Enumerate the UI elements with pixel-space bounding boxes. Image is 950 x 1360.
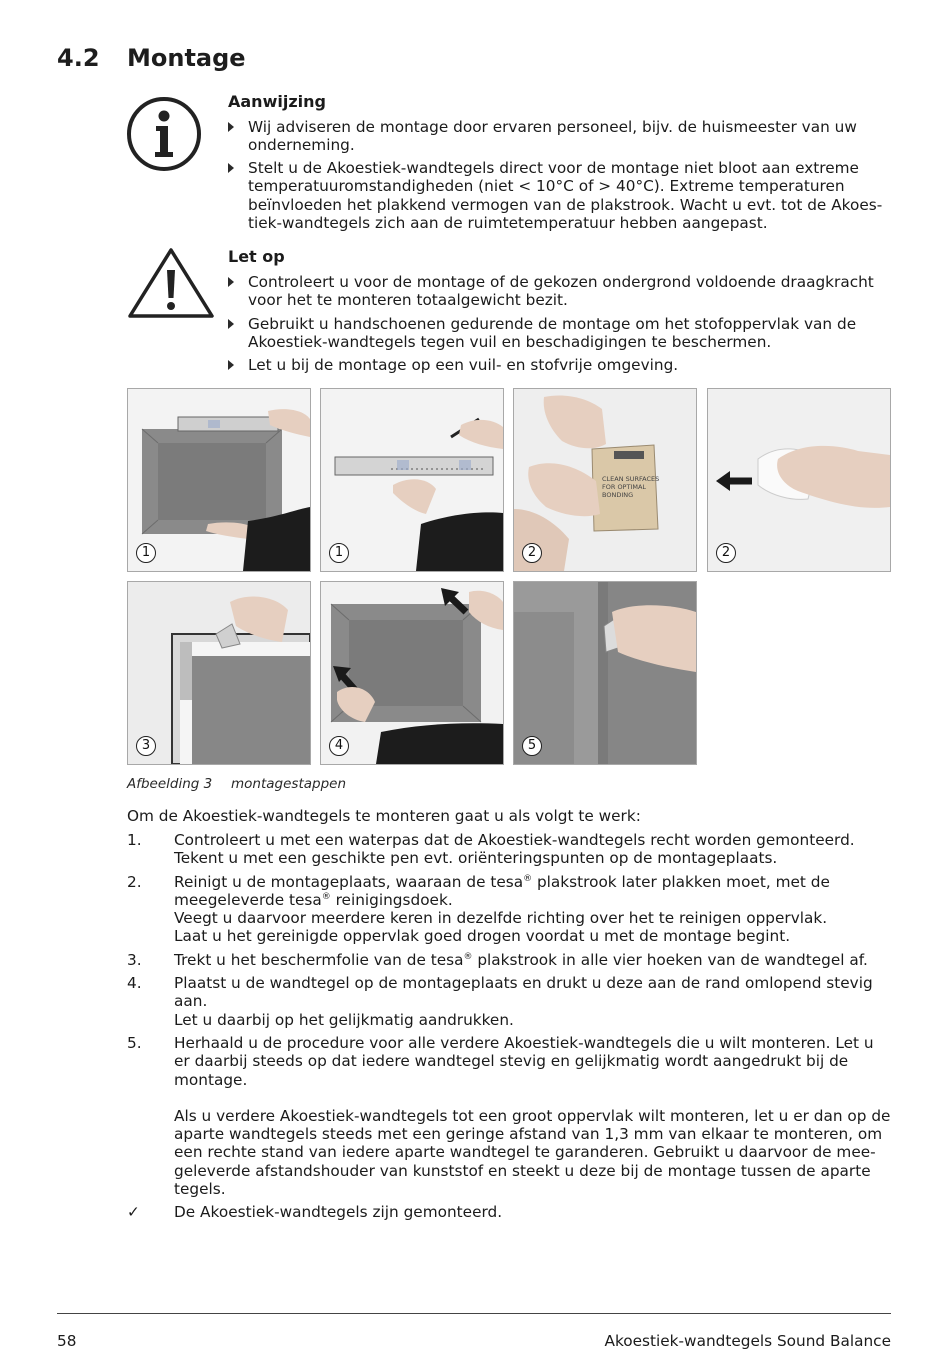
footer-rule — [57, 1313, 891, 1314]
list-item: 2. Reinigt u de montageplaats, waaraan de tesa® plakstrook later plakken moet, met de meegeleverde tesa® reinigingsdoek. Veegt u daarvoor meerdere keren in dezelfde richting over het te reinigen oppervlak. Laat u het gereinigde oppervlak goed drogen voordat u met de montage begint. — [127, 872, 830, 946]
photo-step-2-cleaning-wipe — [513, 388, 697, 572]
photo-step-2-wiping — [707, 388, 891, 572]
section-heading — [57, 44, 246, 72]
notice-item: Let u bij de montage op een vuil- en stofvrije omgeving. — [228, 356, 888, 374]
package-text-3: BONDING — [602, 491, 634, 499]
list-item: 1. Controleert u met een waterpas dat de Akoestiek-wandtegels recht worden gemonteerd. Tekent u met een geschikte pen evt. oriënteringspunten op de montageplaats. — [127, 831, 855, 868]
warning-icon — [126, 246, 216, 320]
step-badge: 2 — [716, 543, 736, 563]
notice-item: Gebruikt u handschoenen gedurende de montage om het stofoppervlak van de Akoestiek-wandtegels tegen vuil en beschadigingen te beschermen. — [228, 315, 888, 352]
step-badge: 5 — [522, 736, 542, 756]
notice-item: Controleert u voor de montage of de gekozen ondergrond voldoende draagkracht voor het te monteren totaalgewicht bezit. — [228, 273, 888, 310]
step-badge: 2 — [522, 543, 542, 563]
caption-text: montagestappen — [231, 776, 347, 792]
list-item: ✓ De Akoestiek-wandtegels zijn gemonteerd. — [127, 1203, 503, 1222]
photo-step-3-peel-foil — [127, 581, 311, 765]
notice-title-let-op: Let op — [228, 247, 285, 266]
step-badge: 1 — [329, 543, 349, 563]
package-text-2: FOR OPTIMAL — [602, 483, 647, 491]
step-badge: 1 — [136, 543, 156, 563]
section-number: 4.2 — [57, 44, 100, 72]
photo-step-4-press-tile — [320, 581, 504, 765]
package-text-1: CLEAN SURFACES — [602, 475, 660, 483]
footer-product-name: Akoestiek-wandtegels Sound Balance — [604, 1332, 891, 1350]
list-item: 4. Plaatst u de wandtegel op de montageplaats en drukt u deze aan de rand omlopend stevig aan. Let u daarbij op het gelijkmatig aandrukken. — [127, 974, 873, 1029]
notice-title-aanwijzing: Aanwijzing — [228, 92, 326, 111]
notice-item: Stelt u de Akoestiek-wandtegels direct voor de montage niet bloot aan extreme temperatuuromstandigheden (niet < 10°C of > 40°C). Extreme temperaturen beïnvloeden het plakkend vermogen van de plakstrook. Wacht u evt. tot de Akoestiek-wandtegels zich aan de ruimtetemperatuur hebben aangepast. — [228, 159, 888, 232]
instructions-intro: Om de Akoestiek-wandtegels te monteren gaat u als volgt te werk: — [127, 807, 641, 825]
list-item: 3. Trekt u het beschermfolie van de tesa® plakstrook in alle vier hoeken van de wandtegel af. — [127, 950, 868, 969]
photo-step-1-marking — [320, 388, 504, 572]
step-badge: 4 — [329, 736, 349, 756]
step-badge: 3 — [136, 736, 156, 756]
section-title: Montage — [127, 44, 246, 72]
photo-step-5-spacer — [513, 581, 697, 765]
list-item: 5. Herhaald u de procedure voor alle verdere Akoestiek-wandtegels die u wilt monteren. Let u er daarbij steeds op dat iedere wandtegel stevig en gelijkmatig wordt aangedrukt bij de montage. Als u verdere Akoestiek-wandtegels tot een groot oppervlak wilt monteren, let u er dan op de aparte wandtegels steeds met een geringe afstand van 1,3 mm van elkaar te monteren, om een rechte stand van iedere aparte wandtegel te garanderen. Gebruikt u daarvoor de meegeleverde afstandshouder van kunststof en steekt u deze bij de montage tussen de aparte tegels. — [127, 1033, 891, 1199]
figure-caption — [127, 776, 346, 792]
checkmark-icon: ✓ — [127, 1203, 140, 1222]
photo-step-1-level-on-tile — [127, 388, 311, 572]
instruction-steps — [127, 831, 892, 1227]
caption-label: Afbeelding 3 — [127, 776, 213, 792]
info-icon — [126, 96, 202, 172]
notice-item: Wij adviseren de montage door ervaren personeel, bijv. de huismeester van uw onderneming. — [228, 118, 888, 155]
page-number: 58 — [57, 1332, 77, 1350]
